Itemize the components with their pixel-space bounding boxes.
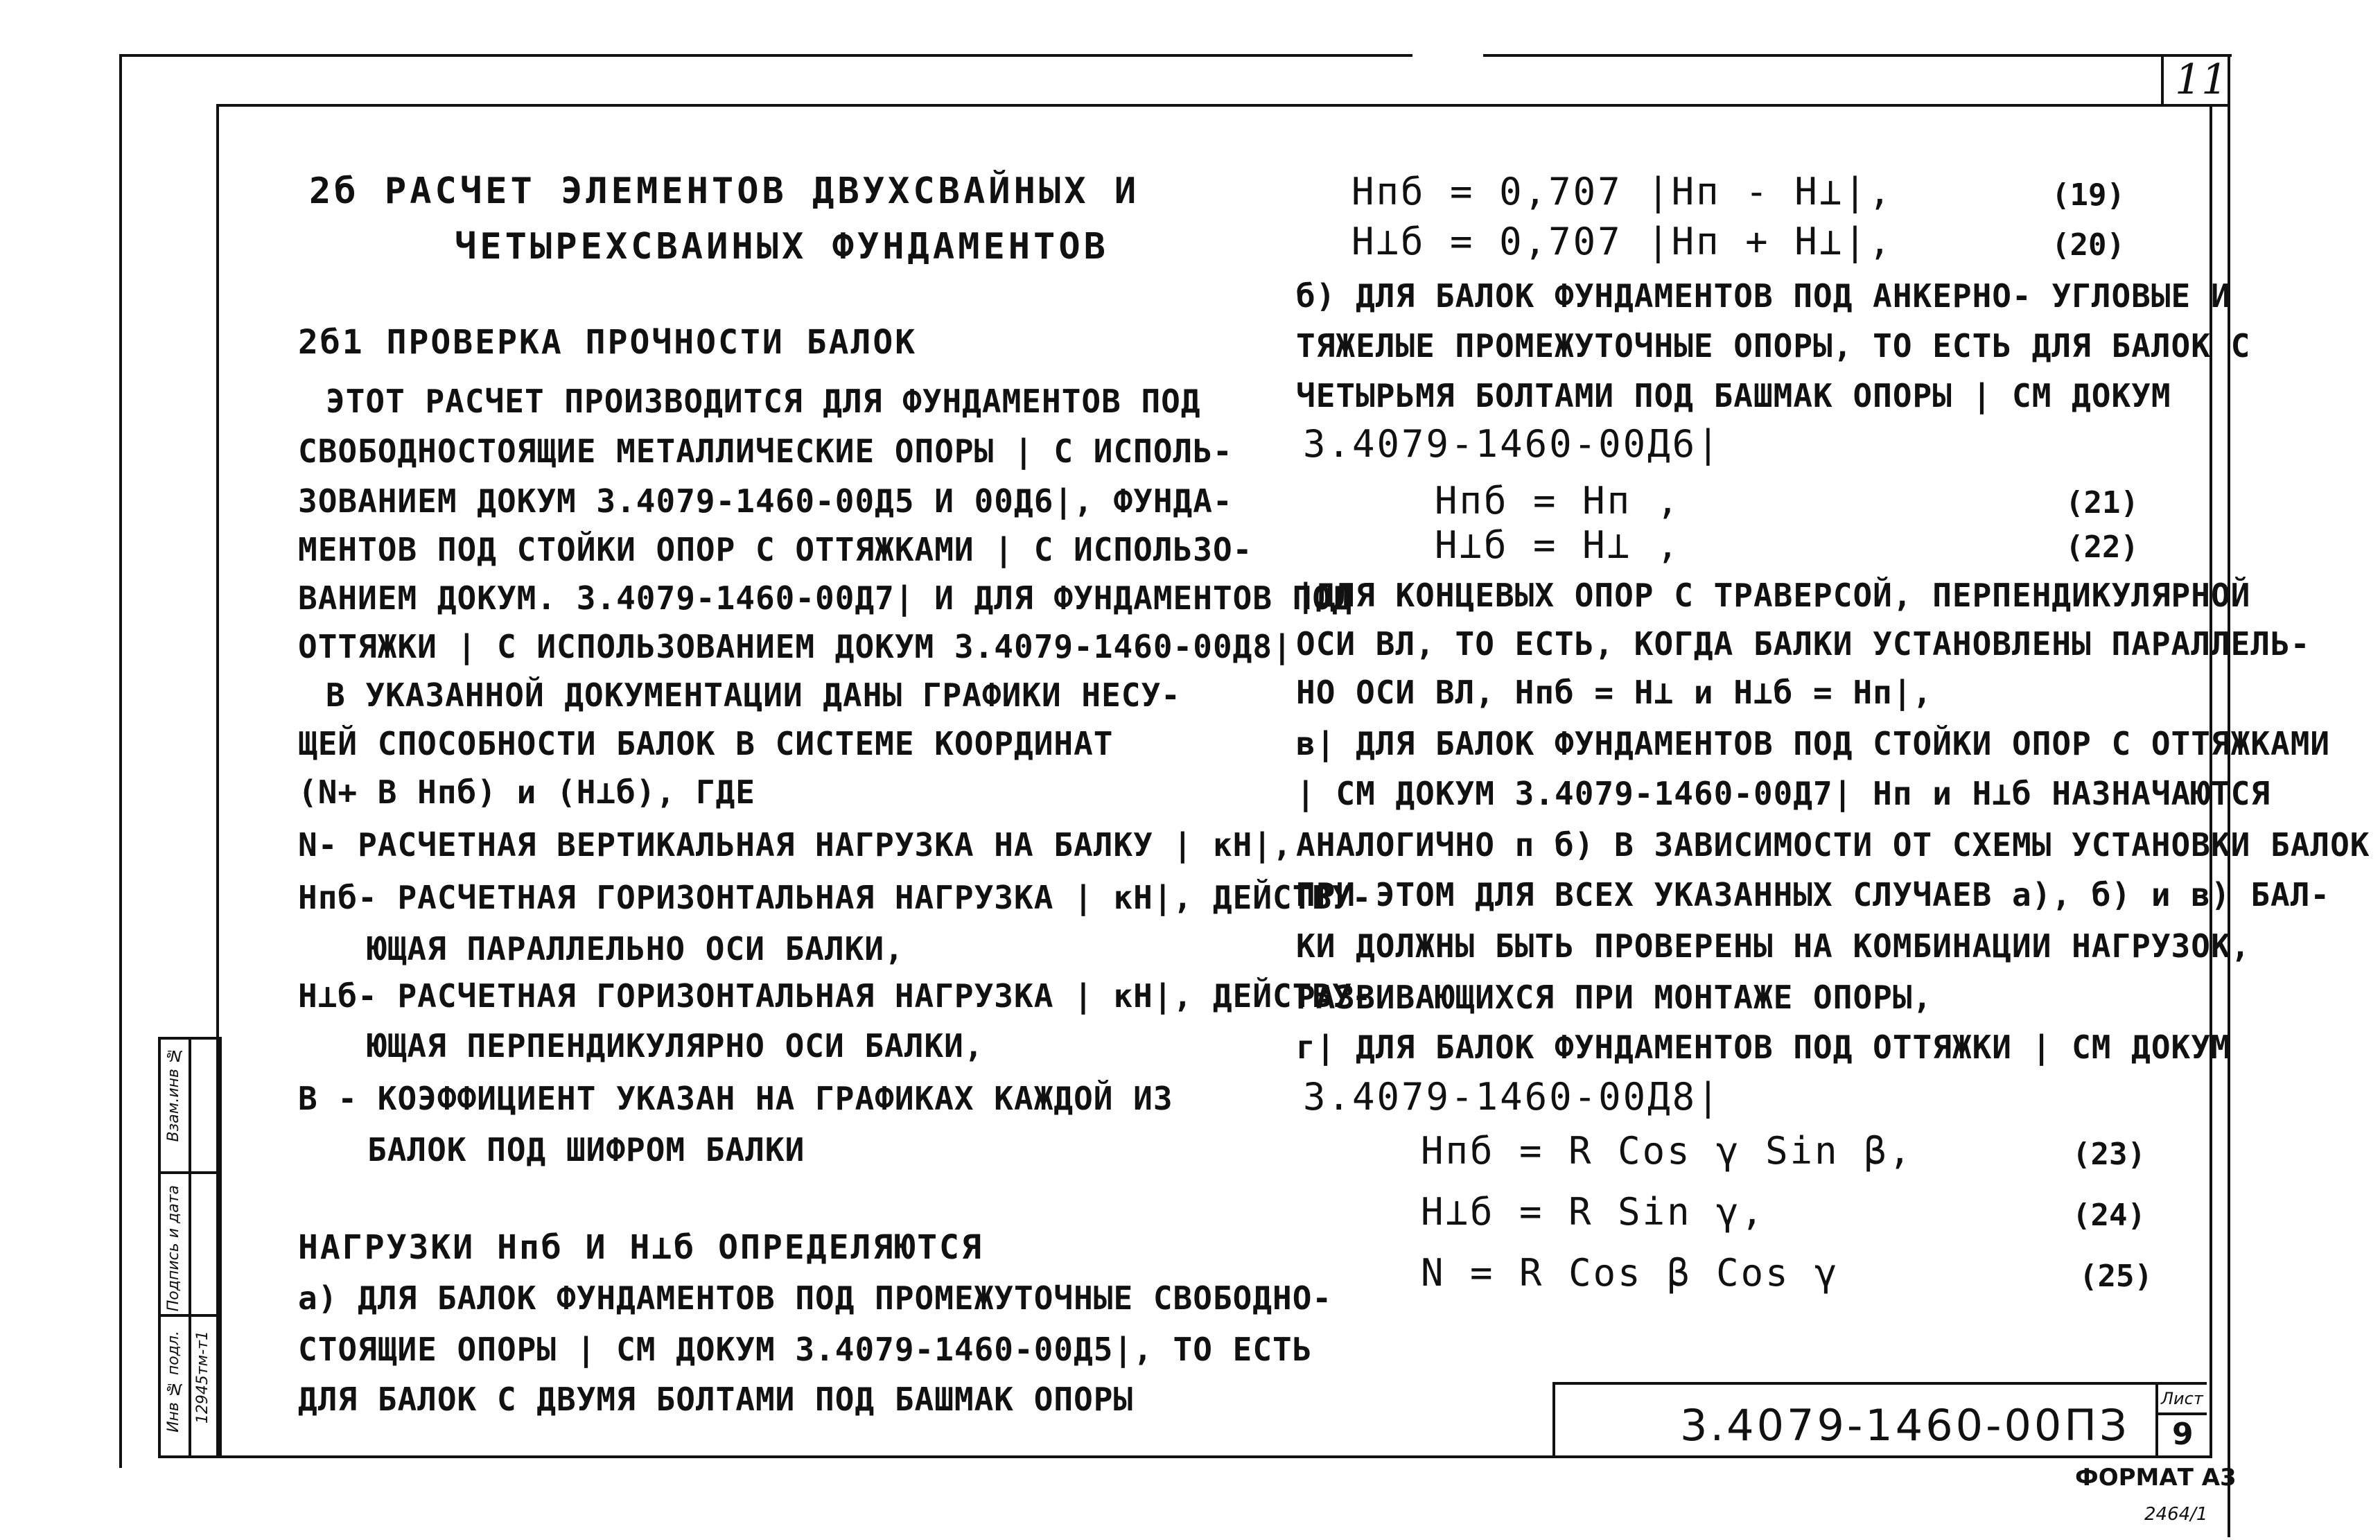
section-title-line2: ЧЕТЫРЕХСВАИНЫХ ФУНДАМЕНТОВ (455, 226, 1109, 268)
formula-22: H⊥б = H⊥ , (1435, 523, 1681, 567)
right-text-line: 3.4079-1460-00Д8| (1303, 1075, 1722, 1119)
right-text-line: |ДЛЯ КОНЦЕВЫХ ОПОР С ТРАВЕРСОЙ, ПЕРПЕНДИКУЛЯРНОЙ (1296, 577, 2251, 614)
equation-number-21: (21) (2065, 485, 2139, 520)
right-text-line: б) ДЛЯ БАЛОК ФУНДАМЕНТОВ ПОД АНКЕРНО- УГЛОВЫЕ И (1296, 277, 2231, 315)
equation-number-22: (22) (2065, 530, 2139, 565)
outer-top-border-right (1483, 54, 2232, 57)
outer-left-border (119, 54, 122, 1468)
formula-20: H⊥б = 0,707 |Hп + H⊥|, (1351, 220, 1893, 263)
formula-19: Hпб = 0,707 |Hп - H⊥|, (1351, 170, 1893, 213)
left-text-line: а) ДЛЯ БАЛОК ФУНДАМЕНТОВ ПОД ПРОМЕЖУТОЧНЫЕ СВОБОДНО- (298, 1279, 1333, 1317)
format-label: ФОРМАТ А3 (2075, 1464, 2237, 1491)
right-text-line: | СМ ДОКУМ 3.4079-1460-00Д7| Hп и H⊥б НАЗНАЧАЮТСЯ (1296, 775, 2271, 812)
formula-24: H⊥б = R Sin γ, (1421, 1190, 1766, 1234)
left-text-line: (N+ В Hпб) и (H⊥б), ГДЕ (298, 773, 755, 811)
formula-25: N = R Cos β Cos γ (1421, 1251, 1839, 1295)
title-block (1552, 1382, 2207, 1455)
right-text-line: АНАЛОГИЧНО п б) В ЗАВИСИМОСТИ ОТ СХЕМЫ УСТАНОВКИ БАЛОК (1296, 826, 2370, 864)
left-text-line: ЭТОТ РАСЧЕТ ПРОИЗВОДИТСЯ ДЛЯ ФУНДАМЕНТОВ ПОД (326, 383, 1201, 420)
left-text-line: H⊥б- РАСЧЕТНАЯ ГОРИЗОНТАЛЬНАЯ НАГРУЗКА | кН|, ДЕЙСТВУ- (298, 977, 1372, 1015)
bottom-code: 2464/1 (2144, 1504, 2208, 1525)
formula-23: Hпб = R Cos γ Sin β, (1421, 1129, 1914, 1173)
outer-top-border (119, 54, 1412, 57)
equation-number-24: (24) (2072, 1198, 2146, 1233)
stamp-inv-no: Инв № подл. (165, 1331, 182, 1433)
right-text-line: НО ОСИ ВЛ, Hпб = H⊥ и H⊥б = Hп|, (1296, 674, 1933, 711)
equation-number-20: (20) (2051, 227, 2125, 263)
equation-number-23: (23) (2072, 1137, 2146, 1172)
subsection-title: 2б1 ПРОВЕРКА ПРОЧНОСТИ БАЛОК (298, 323, 918, 362)
left-text-line: Hпб- РАСЧЕТНАЯ ГОРИЗОНТАЛЬНАЯ НАГРУЗКА | кН|, ДЕЙСТВУ- (298, 879, 1372, 916)
right-text-line: КИ ДОЛЖНЫ БЫТЬ ПРОВЕРЕНЫ НА КОМБИНАЦИИ НАГРУЗОК, (1296, 927, 2251, 965)
side-stamp (158, 1037, 222, 1458)
left-text-line: ДЛЯ БАЛОК С ДВУМЯ БОЛТАМИ ПОД БАШМАК ОПОРЫ (298, 1381, 1134, 1418)
right-text-line: ОСИ ВЛ, ТО ЕСТЬ, КОГДА БАЛКИ УСТАНОВЛЕНЫ ПАРАЛЛЕЛЬ- (1296, 625, 2311, 663)
left-text-line: ЮЩАЯ ПАРАЛЛЕЛЬНО ОСИ БАЛКИ, (367, 930, 904, 968)
left-text-line: В - КОЭФФИЦИЕНТ УКАЗАН НА ГРАФИКАХ КАЖДОЙ ИЗ (298, 1080, 1173, 1117)
left-text-line: СТОЯЩИЕ ОПОРЫ | СМ ДОКУМ 3.4079-1460-00Д5|, ТО ЕСТЬ (298, 1331, 1313, 1368)
page-number-corner: 11 (2175, 55, 2228, 104)
section-title-line1: 2б РАСЧЕТ ЭЛЕМЕНТОВ ДВУХСВАЙНЫХ И (309, 170, 1140, 212)
right-text-line: 3.4079-1460-00Д6| (1303, 422, 1722, 466)
doc-code: 3.4079-1460-00ПЗ (1680, 1400, 2130, 1451)
left-text-line: ЗОВАНИЕМ ДОКУМ 3.4079-1460-00Д5 И 00Д6|, ФУНДА- (298, 482, 1233, 520)
left-text-line: НАГРУЗКИ Hпб И H⊥б ОПРЕДЕЛЯЮТСЯ (298, 1228, 983, 1267)
left-text-line: МЕНТОВ ПОД СТОЙКИ ОПОР С ОТТЯЖКАМИ | С ИСПОЛЬЗО- (298, 531, 1253, 568)
right-text-line: г| ДЛЯ БАЛОК ФУНДАМЕНТОВ ПОД ОТТЯЖКИ | СМ ДОКУМ (1296, 1029, 2231, 1066)
equation-number-19: (19) (2051, 177, 2125, 213)
right-text-line: в| ДЛЯ БАЛОК ФУНДАМЕНТОВ ПОД СТОЙКИ ОПОР С ОТТЯЖКАМИ (1296, 725, 2331, 762)
right-text-line: РАЗВИВАЮЩИХСЯ ПРИ МОНТАЖЕ ОПОРЫ, (1296, 979, 1933, 1016)
formula-21: Hпб = Hп , (1435, 479, 1681, 523)
left-text-line: СВОБОДНОСТОЯЩИЕ МЕТАЛЛИЧЕСКИЕ ОПОРЫ | С ИСПОЛЬ- (298, 432, 1233, 470)
left-text-line: БАЛОК ПОД ШИФРОМ БАЛКИ (367, 1131, 805, 1169)
left-text-line: N- РАСЧЕТНАЯ ВЕРТИКАЛЬНАЯ НАГРУЗКА НА БАЛКУ | кН|, (298, 826, 1293, 864)
stamp-inv-val: 12945тм-т1 (194, 1331, 211, 1424)
sheet-number: 9 (2172, 1417, 2194, 1452)
sheet-label: Лист (2161, 1389, 2203, 1408)
right-text-line: ТЯЖЕЛЫЕ ПРОМЕЖУТОЧНЫЕ ОПОРЫ, ТО ЕСТЬ ДЛЯ БАЛОК С (1296, 327, 2251, 365)
left-text-line: ЮЩАЯ ПЕРПЕНДИКУЛЯРНО ОСИ БАЛКИ, (367, 1027, 984, 1065)
stamp-vzam: Взам.инв № (165, 1047, 182, 1142)
right-text-line: ПРИ ЭТОМ ДЛЯ ВСЕХ УКАЗАННЫХ СЛУЧАЕВ а), б) и в) БАЛ- (1296, 876, 2331, 913)
stamp-sign: Подпись и дата (165, 1185, 182, 1312)
left-text-line: ЩЕЙ СПОСОБНОСТИ БАЛОК В СИСТЕМЕ КООРДИНАТ (298, 725, 1114, 762)
left-text-line: ВАНИЕМ ДОКУМ. 3.4079-1460-00Д7| И ДЛЯ ФУНДАМЕНТОВ ПОД (298, 579, 1352, 617)
right-text-line: ЧЕТЫРЬМЯ БОЛТАМИ ПОД БАШМАК ОПОРЫ | СМ ДОКУМ (1296, 377, 2171, 414)
left-text-line: В УКАЗАННОЙ ДОКУМЕНТАЦИИ ДАНЫ ГРАФИКИ НЕСУ- (326, 676, 1181, 714)
equation-number-25: (25) (2079, 1259, 2153, 1294)
left-text-line: ОТТЯЖКИ | С ИСПОЛЬЗОВАНИЕМ ДОКУМ 3.4079-1460-00Д8| (298, 628, 1293, 665)
